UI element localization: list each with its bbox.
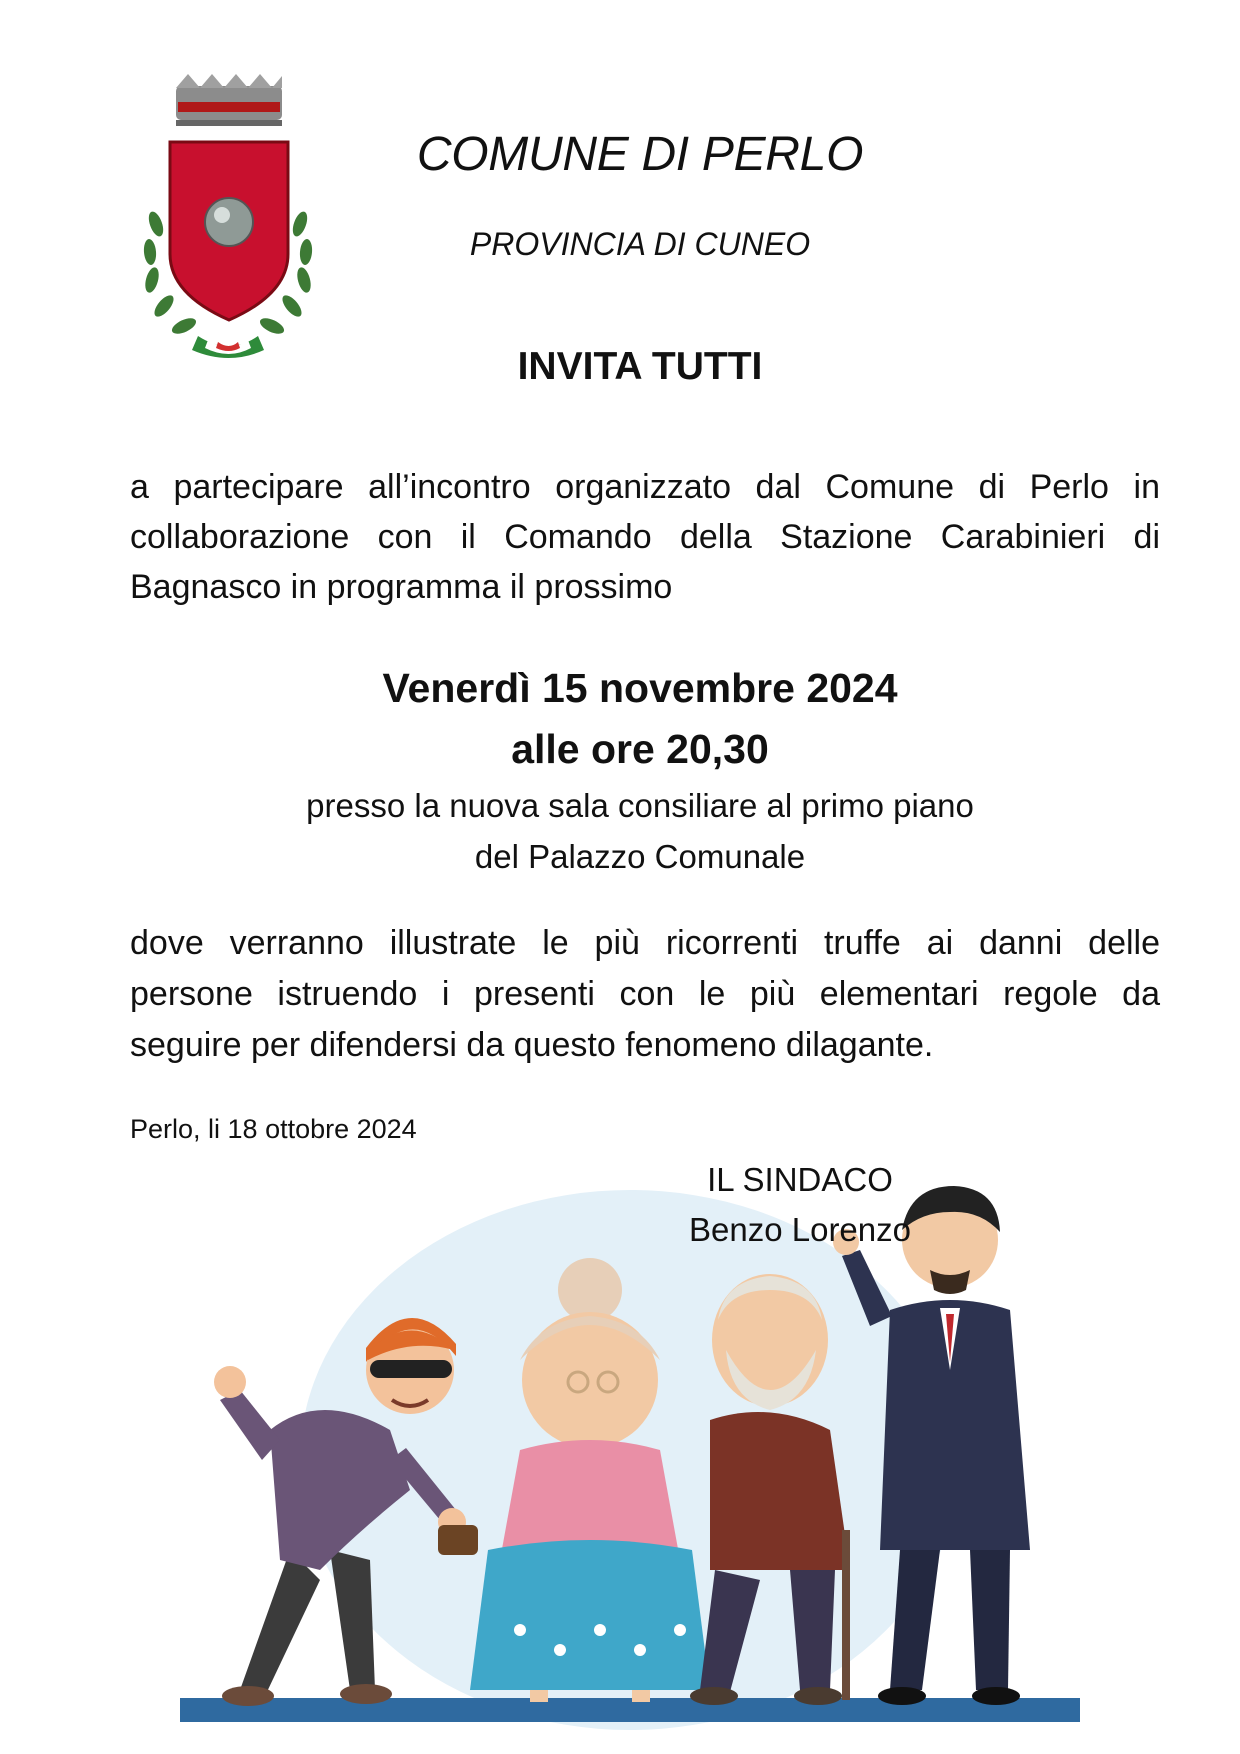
event-date: Venerdì 15 novembre 2024 bbox=[382, 665, 898, 711]
event-place-line: del Palazzo Comunale bbox=[474, 838, 806, 875]
event-location bbox=[260, 780, 1020, 882]
orb-icon bbox=[205, 198, 253, 246]
signature-name: Benzo Lorenzo bbox=[689, 1211, 911, 1248]
page-title: COMUNE DI PERLO bbox=[416, 128, 864, 181]
dateline: Perlo, li 18 ottobre 2024 bbox=[130, 1114, 417, 1144]
body-line: dove verranno illustrate le più ricorrenti truffe ai danni delle bbox=[130, 924, 1160, 962]
intro-line: a partecipare all’incontro organizzato dal Comune di Perlo in bbox=[130, 468, 1160, 506]
body-line: seguire per difendersi da questo fenomeno dilagante. bbox=[130, 1026, 934, 1064]
body-line: persone istruendo i presenti con le più elementari regole da bbox=[130, 975, 1160, 1013]
signature-block bbox=[660, 1155, 940, 1255]
floor bbox=[180, 1698, 1080, 1722]
crown-icon bbox=[176, 74, 282, 126]
signature-role: IL SINDACO bbox=[707, 1161, 893, 1198]
event-time: alle ore 20,30 bbox=[511, 726, 769, 772]
province-subtitle: PROVINCIA DI CUNEO bbox=[469, 226, 811, 262]
scam-awareness-illustration-icon bbox=[170, 1130, 1090, 1740]
event-place-line: presso la nuova sala consiliare al primo piano bbox=[306, 787, 974, 824]
body-paragraph bbox=[130, 918, 1160, 1071]
intro-paragraph bbox=[130, 462, 1160, 612]
intro-line: collaborazione con il Comando della Stazione Carabinieri di bbox=[130, 518, 1160, 556]
coat-of-arms-icon bbox=[138, 74, 348, 359]
intro-line: Bagnasco in programma il prossimo bbox=[130, 568, 673, 606]
invitation-heading: INVITA TUTTI bbox=[517, 345, 763, 388]
event-when bbox=[260, 658, 1020, 780]
